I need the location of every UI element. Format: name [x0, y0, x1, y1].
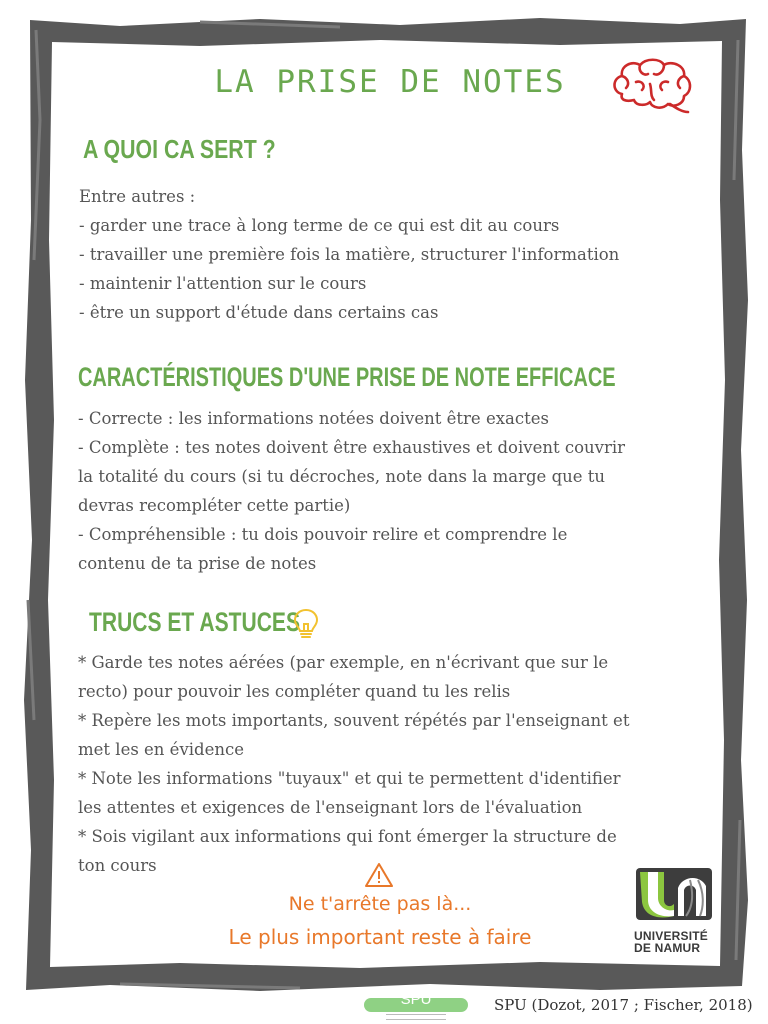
- closing-line-2: Le plus important reste à faire: [228, 925, 532, 949]
- text-line: * Repère les mots importants, souvent répétés par l'enseignant et: [78, 711, 630, 730]
- text-line: * Garde tes notes aérées (par exemple, en n'écrivant que sur le: [78, 653, 609, 672]
- text-line: Entre autres :: [79, 187, 196, 206]
- section-body-usage: [79, 182, 619, 327]
- text-line: - Correcte : les informations notées doivent être exactes: [78, 409, 549, 428]
- text-line: * Sois vigilant aux informations qui font émerger la structure de: [78, 827, 617, 846]
- spu-label: SPU: [400, 991, 432, 1008]
- text-line: la totalité du cours (si tu décroches, note dans la marge que tu: [78, 467, 606, 486]
- text-line: contenu de ta prise de notes: [78, 554, 317, 573]
- closing-line-1: Ne t'arrête pas là...: [288, 893, 472, 915]
- warning-icon: [364, 862, 394, 892]
- text-line: * Note les informations "tuyaux" et qui te permettent d'identifier: [78, 769, 621, 788]
- text-line: les attentes et exigences de l'enseignant lors de l'évaluation: [78, 798, 583, 817]
- footer-citation: SPU (Dozot, 2017 ; Fischer, 2018): [494, 996, 753, 1014]
- spu-subtitle-lines: [386, 1014, 446, 1020]
- logo-line-1: UNIVERSITÉ: [634, 929, 709, 943]
- university-logo-mark: [634, 866, 714, 922]
- text-line: ton cours: [78, 856, 157, 875]
- lightbulb-icon: [290, 605, 322, 645]
- brain-icon: [608, 56, 694, 122]
- section-body-characteristics: [78, 404, 625, 578]
- logo-line-2: DE NAMUR: [634, 941, 701, 955]
- text-line: - être un support d'étude dans certains cas: [79, 303, 439, 322]
- text-line: met les en évidence: [78, 740, 244, 759]
- text-line: - garder une trace à long terme de ce qui est dit au cours: [79, 216, 560, 235]
- section-body-tips: [78, 648, 629, 880]
- section-heading-usage: A QUOI CA SERT ?: [83, 134, 276, 164]
- spu-logo: [362, 991, 470, 1022]
- page-title: LA PRISE DE NOTES: [214, 64, 566, 100]
- text-line: devras recompléter cette partie): [78, 496, 351, 515]
- text-line: recto) pour pouvoir les compléter quand tu les relis: [78, 682, 511, 701]
- section-heading-tips: TRUCS ET ASTUCES: [89, 607, 301, 637]
- text-line: - maintenir l'attention sur le cours: [79, 274, 367, 293]
- section-heading-characteristics: CARACTÉRISTIQUES D'UNE PRISE DE NOTE EFFICACE: [78, 362, 616, 392]
- text-line: - travailler une première fois la matière, structurer l'information: [79, 245, 620, 264]
- text-line: - Complète : tes notes doivent être exhaustives et doivent couvrir: [78, 438, 626, 457]
- university-logo: [634, 866, 718, 954]
- text-line: - Compréhensible : tu dois pouvoir relire et comprendre le: [78, 525, 568, 544]
